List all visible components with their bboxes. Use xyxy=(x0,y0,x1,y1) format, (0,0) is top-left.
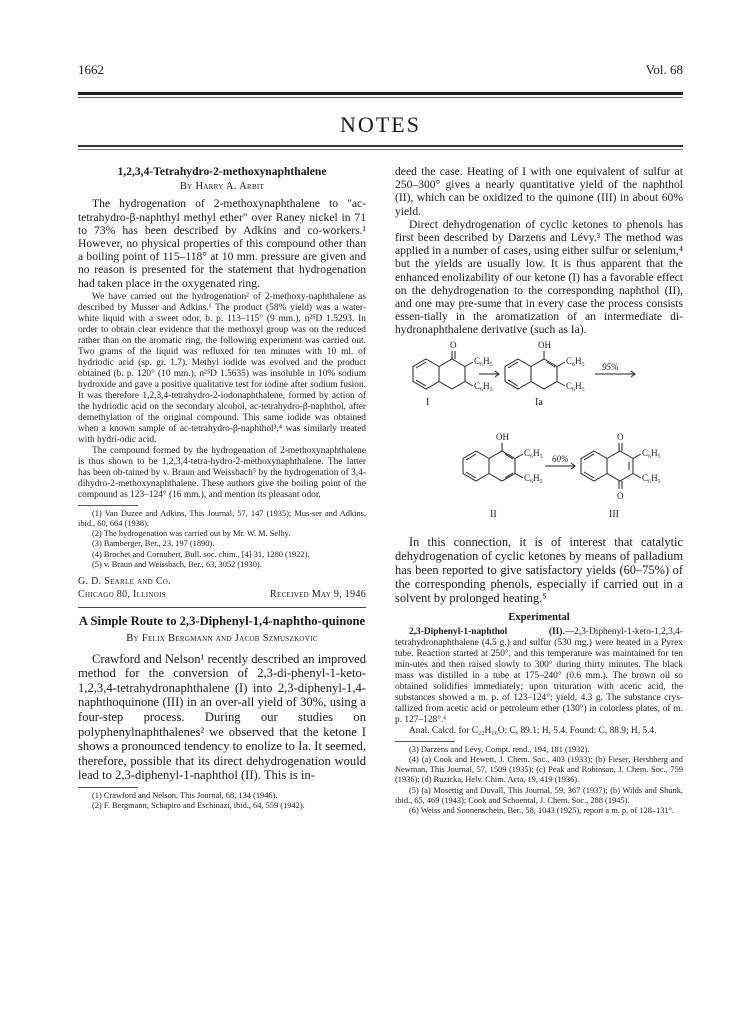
yield-label: 60% xyxy=(552,453,569,464)
section-title: NOTES xyxy=(340,112,421,137)
section-rule xyxy=(78,145,683,147)
footnote: (1) Van Duzee and Adkins, This Journal, 57, 147 (1935); Mus-ser and Adkins, ibid., 60, 664 (1938). xyxy=(78,508,366,529)
phenyl-label: C₆H₅ xyxy=(524,447,543,458)
experimental-paragraph xyxy=(395,627,683,726)
header-rule-thin xyxy=(78,97,683,98)
right-paragraph-1: deed the case. Heating of I with one equivalent of sulfur at 250–300° gives a nearly quantitative yield of the naphthol (II), which can be oxidized to the quinone (III) in about 60% yield. xyxy=(395,165,683,218)
phenyl-label: C₆H₅ xyxy=(474,380,493,391)
affiliation-line xyxy=(78,588,366,601)
article2-title: A Simple Route to 2,3-Diphenyl-1,4-naphtho-quinone xyxy=(78,614,366,629)
hydroxyl-label: OH xyxy=(496,431,509,442)
header-rule xyxy=(78,92,683,95)
compound-I xyxy=(413,351,473,389)
article1-paragraph-2: We have carried out the hydrogenation² of 2-methoxy-naphthalene as described by Musser and Adkins.¹ The product (58% yield) was a water-white liquid with a sweet odor, b. p. 113–115° (9 mm.), n²⁵D 1.5293. In order to obtain clear evidence that the methoxyl group was on the reduced rather than on the aromatic ring, the following experiment was carried out. Two grams of the liquid was refluxed for ten minutes with 10 ml. of hydriodic acid (sp. gr. 1.7). Methyl iodide was evolved and the product obtained (b. p. 120° (10 mm.), n²⁵D 1.5635) was insoluble in 10% sodium hydroxide and gave a positive qualitative test for iodine after sodium fusion. It was therefore 1,2,3,4-tetrahydro-2-iodonaphthalene, formed by action of the hydriodic acid on the secondary alcohol, ac-tetrahydro-β-naphthol, after demethylation of the original compound. This same iodide was obtained when a known sample of ac-tetrahydro-β-naphthol³,⁴ was similarly treated with hydri-odic acid. xyxy=(78,291,366,445)
article1-footnotes xyxy=(78,509,366,570)
experimental-heading: Experimental xyxy=(508,611,570,623)
article1-paragraph-1: The hydrogenation of 2-methoxynaphthalene to "ac-tetrahydro-β-naphthyl methyl ether" over Raney nickel in 71 to 73% has been described by Adkins and co-workers.¹ However, no physical properties of this compound other than a boiling point of 115–118° at 10 mm. pressure are given and no reason is presented for the statement that hydrogenation had taken place in the oxygenated ring. xyxy=(78,197,366,290)
phenyl-label: C₆H₅ xyxy=(566,380,585,391)
section-rule-thin xyxy=(78,149,683,150)
compound-label-III: III xyxy=(609,508,619,520)
footnote: (6) Weiss and Sonnenschein, Ber., 58, 1043 (1925), report a m. p. of 128–131°. xyxy=(409,806,675,816)
compound-label-Ia: Ia xyxy=(535,396,543,408)
footnote-separator xyxy=(78,505,138,506)
footnote: (2) The hydrogenation was carried out by Mr. W. M. Selby. xyxy=(92,529,291,539)
affiliation-city: Chicago 80, Illinois xyxy=(78,589,166,601)
footnote: (4) Brochet and Cornubert, Bull. soc. chim., [4] 31, 1280 (1922). xyxy=(92,549,310,559)
volume-number: Vol. 68 xyxy=(645,62,683,77)
article2-paragraph-1: Crawford and Nelson¹ recently described an improved method for the conversion of 2,3-di-phenyl-1-keto-1,2,3,4-tetrahydronaphthalene (I) into 2,3-diphenyl-1,4-naphthoquinone (III) in an over-all yield of 30%, using a four-step process. During our studies on polyphenylnaphthalenes² we observed that the ketone I shows a pronounced tendency to enolize to Ia. It seemed, therefore, possible that its direct dehydrogenation would lead to 2,3-diphenyl-1-naphthol (II). This is in- xyxy=(78,651,366,783)
analysis-line: Anal. Calcd. for C₂₂H₁₆O: C, 89.1; H, 5.4. Found: C, 88.9; H, 5.4. xyxy=(409,725,657,736)
compound-III xyxy=(581,443,641,489)
footnote: (2) F. Bergmann, Schapiro and Eschinazi, ibid., 64, 559 (1942). xyxy=(92,801,305,811)
compound-label-II: II xyxy=(490,508,497,520)
article1-paragraph-3: The compound formed by the hydrogenation of 2-methoxynaphthalene is thus shown to be 1,2,3,4-tetra-hydro-2-methoxynaphthalene. The latter has been ob-tained by v. Braun and Weissbach⁵ by the hydrogenation of 3,4-dihydro-2-methoxynaphthalene. These authors give the boiling point of the compound as 123–124° (16 mm.), and mention its pleasant odor. xyxy=(78,445,366,500)
phenyl-label: C₆H₅ xyxy=(642,447,661,458)
left-column xyxy=(78,165,366,811)
phenyl-label: C₆H₅ xyxy=(474,355,493,366)
footnote: (5) (a) Mosettig and Duvall, This Journal, 59, 367 (1937); (b) Wilds and Shunk, ibid., 65, 469 (1943); Cook and Schoental, J. Chem. Soc., 288 (1945). xyxy=(395,785,683,805)
right-footnotes xyxy=(395,745,683,816)
footnote: (3) Darzens and Lévy, Compt. rend., 194, 181 (1932). xyxy=(409,744,590,754)
footnote: (4) (a) Cook and Hewett, J. Chem. Soc., 403 (1933); (b) Fieser, Hershberg and Newman, This Journal, 57, 1509 (1935); (c) Peak and Robinson, J. Chem. Soc., 759 (1936); (d) Ruzicka, Helv. Chim. Acta, 19, 419 (1936). xyxy=(395,755,683,785)
affiliation: G. D. Searle and Co. xyxy=(78,576,171,588)
phenyl-label: C₆H₅ xyxy=(642,472,661,483)
compound-Ia xyxy=(505,351,565,389)
footnote: (5) v. Braun and Weissbach, Ber., 63, 3052 (1930). xyxy=(92,559,262,569)
footnote-separator xyxy=(78,787,138,788)
hydroxyl-label: OH xyxy=(538,339,551,350)
compound-label-I: I xyxy=(426,396,430,408)
footnote: (3) Bamberger, Ber., 23, 197 (1890). xyxy=(92,539,215,549)
right-column xyxy=(395,165,683,816)
received-date: Received May 9, 1946 xyxy=(270,589,366,601)
article-divider xyxy=(78,607,366,608)
yield-label: 95% xyxy=(602,361,619,372)
article1-title: 1,2,3,4-Tetrahydro-2-methoxynaphthalene xyxy=(117,165,327,178)
footnote-separator xyxy=(395,741,455,742)
article2-byline: By Felix Bergmann and Jacob Szmuszkovic xyxy=(126,633,318,645)
compound-II xyxy=(463,443,523,481)
right-paragraph-3: In this connection, it is of interest that catalytic dehydrogenation of cyclic ketones by means of palladium has been reported to give satisfactory yields (60–75%) of the corresponding phenols, especially if carried out in a solvent by prolonged heating.⁵ xyxy=(395,534,683,606)
carbonyl-label: O xyxy=(450,339,457,350)
carbonyl-label: O xyxy=(617,490,624,501)
article1-byline: By Harry A. Arbit xyxy=(179,181,265,193)
right-paragraph-2: Direct dehydrogenation of cyclic ketones to phenols has first been described by Darzens and Lévy.³ The method was applied in a number of cases, using either sulfur or selenium,⁴ but the yields are usually low. It is thus apparent that the enhanced enolizability of our ketone (I) has a favorable effect on the dehydrogenation to the corresponding naphthol (II), and one may pre-sume that in every case the process consists essen-tially in the aromatization of an intermediate di-hydronaphthalene derivative (such as Ia). xyxy=(395,217,683,337)
experimental-compound-title: 2,3-Diphenyl-1-naphthol (II). xyxy=(409,626,565,637)
experimental-text: —2,3-Diphenyl-1-keto-1,2,3,4-tetrahydronaphthalene (4.5 g.) and sulfur (530 mg.) were heated in a Pyrex tube. Reaction started at 250°, and this temperature was maintained for ten min-utes and then raised slowly to 300° during thirty minutes. The black mass was distilled in a tube at 175–240° (0.6 mm.). The brown oil so obtained solidifies immediately; upon trituration with acetic acid, the substances showed a m. p. of 123–124°; yield, 4.3 g. The substance crys-tallized from acetic acid or petroleum ether (130°) in colorless plates, of m. p. 127–128°.⁶ xyxy=(395,626,683,725)
phenyl-label: C₆H₅ xyxy=(566,355,585,366)
page-number: 1662 xyxy=(78,62,104,77)
phenyl-label: C₆H₅ xyxy=(524,472,543,483)
footnote: (1) Crawford and Nelson, This Journal, 68, 134 (1946). xyxy=(92,791,278,800)
carbonyl-label: O xyxy=(617,431,624,442)
reaction-scheme xyxy=(395,339,683,535)
article2-footnotes xyxy=(78,791,366,811)
